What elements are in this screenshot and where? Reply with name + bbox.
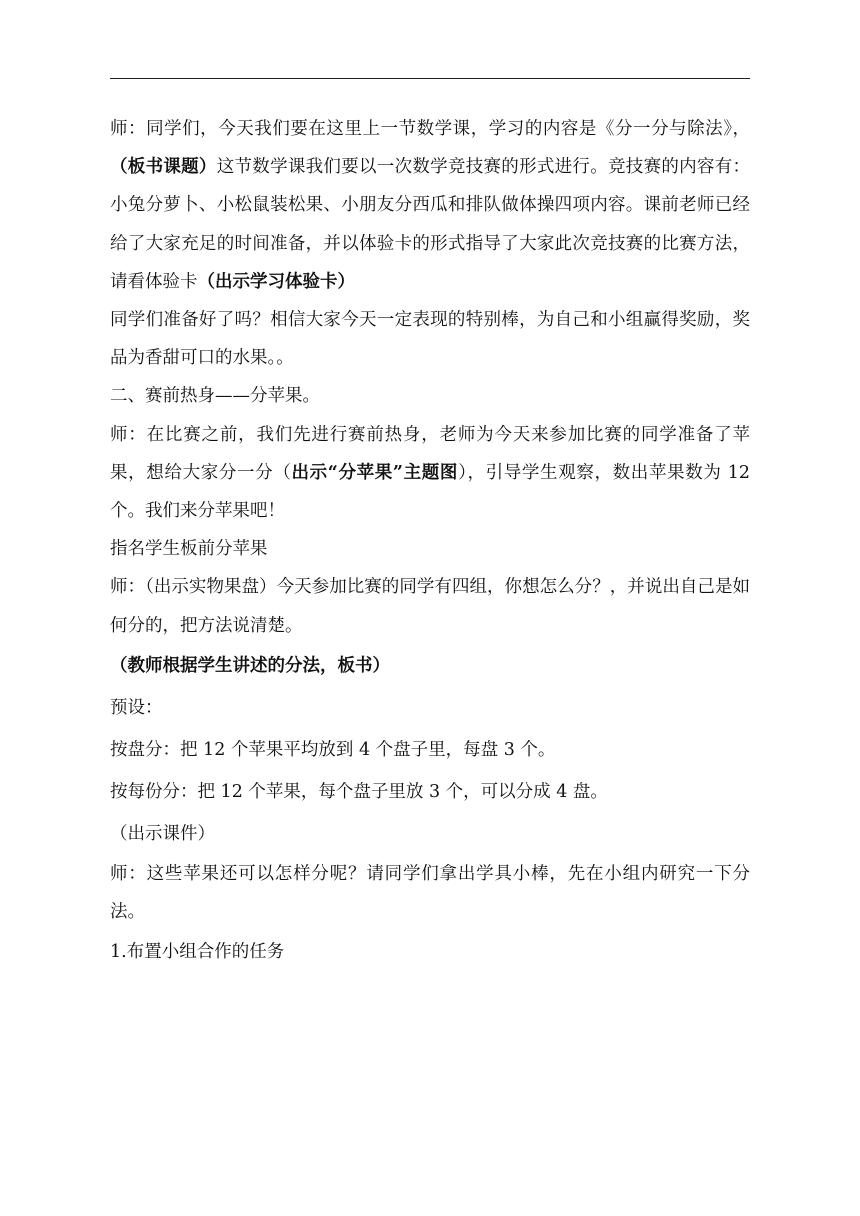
paragraph-other-methods bbox=[110, 855, 750, 931]
paragraph-fruit-plate bbox=[110, 568, 750, 644]
paragraph-courseware bbox=[110, 813, 750, 855]
document-body bbox=[110, 110, 750, 973]
text-segment: （出示课件） bbox=[110, 823, 215, 844]
text-segment: 师：这些苹果还可以怎样分呢？请同学们拿出学具小棒，先在小组内研究一下分法。 bbox=[110, 863, 750, 923]
text-segment-bold: （板书课题） bbox=[110, 157, 217, 178]
text-segment: 预设： bbox=[110, 697, 163, 718]
header-rule bbox=[110, 78, 750, 79]
text-segment-bold: （教师根据学生讲述的分法，板书） bbox=[110, 655, 390, 676]
text-segment: 1.布置小组合作的任务 bbox=[110, 942, 285, 963]
paragraph-by-portion bbox=[110, 771, 750, 813]
section-heading bbox=[110, 377, 750, 415]
text-segment: 师：（出示实物果盘）今天参加比赛的同学有四组，你想怎么分？，并说出自己是如何分的，把方法说清楚。 bbox=[110, 577, 750, 636]
text-segment: 师：同学们，今天我们要在这里上一节数学课，学习的内容是《分一分与除法》， bbox=[110, 119, 750, 139]
text-segment: 按盘分：把 12 个苹果平均放到 4 个盘子里，每盘 3 个。 bbox=[110, 739, 556, 760]
text-segment-bold: 出示“分苹果”主题图 bbox=[291, 462, 459, 483]
paragraph-by-plate bbox=[110, 729, 750, 771]
paragraph-board-note bbox=[110, 645, 750, 687]
paragraph-ready bbox=[110, 301, 750, 377]
paragraph-intro bbox=[110, 110, 750, 301]
text-segment: 按每份分：把 12 个苹果，每个盘子里放 3 个，可以分成 4 盘。 bbox=[110, 781, 608, 802]
text-segment: 师：在比赛之前，我们先进行赛前热身，老师为今天来参加比赛的同学准备了苹果，想给大家分一分（ bbox=[110, 424, 750, 483]
text-segment-bold: （出示学习体验卡） bbox=[197, 271, 355, 292]
text-segment: 这节数学课我们要以一次数学竞技赛的形式进行。竞技赛的内容有：小兔分萝卜、小松鼠装松果、小朋友分西瓜和排队做体操四项内容。课前老师已经给了大家充足的时间准备，并以体验卡的形式指导了大家此次竞技赛的比赛方法，请看体验卡 bbox=[110, 157, 751, 292]
paragraph-preset bbox=[110, 687, 750, 729]
paragraph-task bbox=[110, 931, 750, 973]
paragraph-warmup bbox=[110, 416, 750, 531]
text-segment: ），引导学生观察，数出苹果数为 12 个。我们来分苹果吧！ bbox=[110, 462, 750, 522]
paragraph-call-student bbox=[110, 530, 750, 568]
text-segment: 同学们准备好了吗？相信大家今天一定表现的特别棒，为自己和小组赢得奖励，奖品为香甜可口的水果。。 bbox=[110, 310, 750, 369]
text-segment: 指名学生板前分苹果 bbox=[110, 539, 268, 560]
text-segment: 二、赛前热身——分苹果。 bbox=[110, 386, 320, 407]
